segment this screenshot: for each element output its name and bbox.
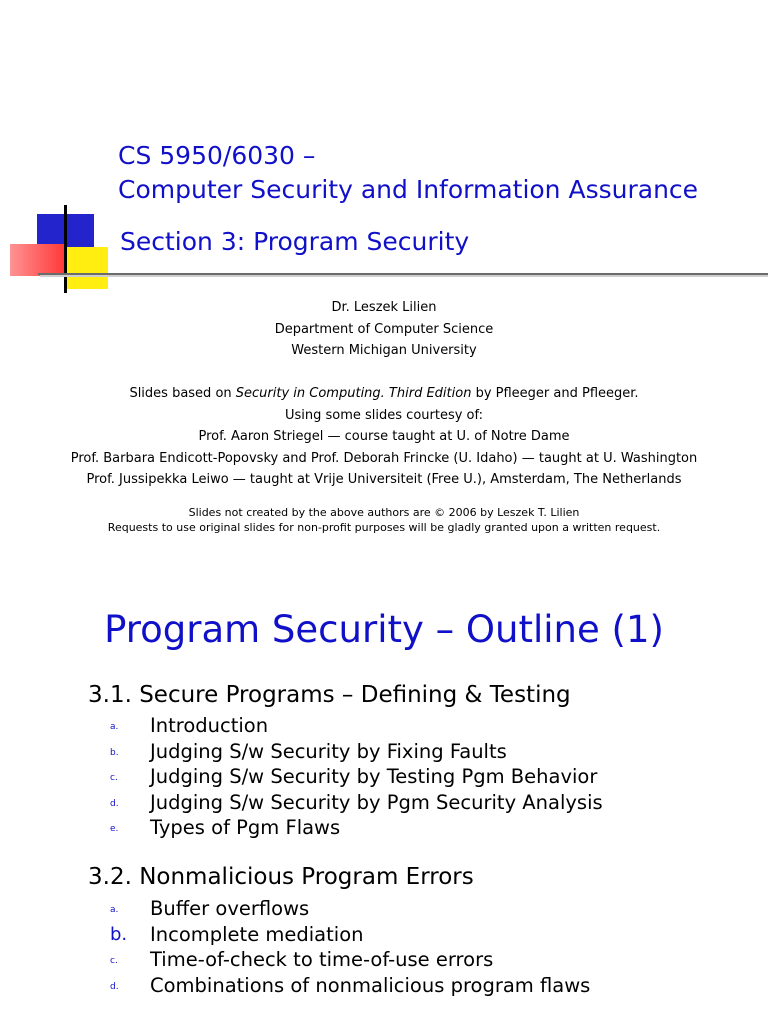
author-name: Dr. Leszek Lilien	[331, 300, 437, 315]
author-university: Western Michigan University	[291, 343, 477, 358]
outline-title: Program Security – Outline (1)	[104, 608, 664, 651]
course-title: Computer Security and Information Assurance	[118, 175, 699, 204]
credits-line: Prof. Aaron Striegel — course taught at U. of Notre Dame	[198, 429, 570, 444]
list-marker: c.	[110, 956, 118, 967]
list-item-text: Types of Pgm Flaws	[150, 816, 341, 840]
credits-line: Prof. Jussipekka Leiwo — taught at Vrije Universiteit (Free U.), Amsterdam, The Netherlands	[86, 472, 682, 487]
list-item-text: Combinations of nonmalicious program flaws	[150, 973, 591, 997]
list-marker: d.	[110, 981, 119, 992]
list-marker: a.	[110, 905, 119, 915]
section-title: Section 3: Program Security	[120, 227, 470, 256]
list-item-text: Time-of-check to time-of-use errors	[150, 948, 494, 972]
list-item-text: Judging S/w Security by Pgm Security Analysis	[150, 790, 603, 814]
course-number: CS 5950/6030 –	[118, 141, 316, 170]
list-marker: b.	[110, 747, 119, 758]
outline-slide	[0, 580, 768, 1024]
list-marker: a.	[110, 722, 119, 732]
section-heading: 3.1. Secure Programs – Defining & Testing	[88, 682, 571, 708]
list-item-text: Incomplete mediation	[150, 922, 364, 946]
list-item-text: Introduction	[150, 714, 269, 737]
logo-red-fade	[10, 244, 64, 276]
list-item-text: Buffer overflows	[150, 897, 310, 920]
logo-yellow-square	[64, 247, 108, 289]
author-block	[0, 297, 768, 362]
copyright-line: Requests to use original slides for non-profit purposes will be gladly granted upon a written request.	[107, 521, 661, 534]
copyright-line: Slides not created by the above authors are © 2006 by Leszek T. Lilien	[188, 506, 580, 519]
credits-line: Using some slides courtesy of:	[284, 407, 484, 423]
author-department: Department of Computer Science	[274, 321, 494, 337]
credits-based-suffix: by Pfleeger and Pfleeger.	[471, 386, 639, 401]
list-item-text: Judging S/w Security by Fixing Faults	[150, 739, 507, 763]
list-item-text: Judging S/w Security by Testing Pgm Behavior	[150, 765, 598, 789]
list-marker: b.	[110, 923, 128, 945]
copyright-notice	[0, 505, 768, 535]
credits-line: Prof. Barbara Endicott-Popovsky and Prof. Deborah Frincke (U. Idaho) — taught at U. Washington	[70, 450, 698, 466]
credits-block	[0, 383, 768, 491]
credits-based-prefix: Slides based on	[129, 386, 236, 401]
title-divider-shadow	[40, 275, 768, 277]
list-marker: d.	[110, 798, 119, 809]
logo-vertical-line	[64, 205, 67, 293]
section-heading: 3.2. Nonmalicious Program Errors	[88, 864, 474, 890]
list-marker: e.	[110, 824, 119, 835]
list-marker: c.	[110, 773, 118, 784]
credits-based-on	[0, 383, 768, 405]
credits-book-title: Security in Computing. Third Edition	[235, 386, 472, 401]
